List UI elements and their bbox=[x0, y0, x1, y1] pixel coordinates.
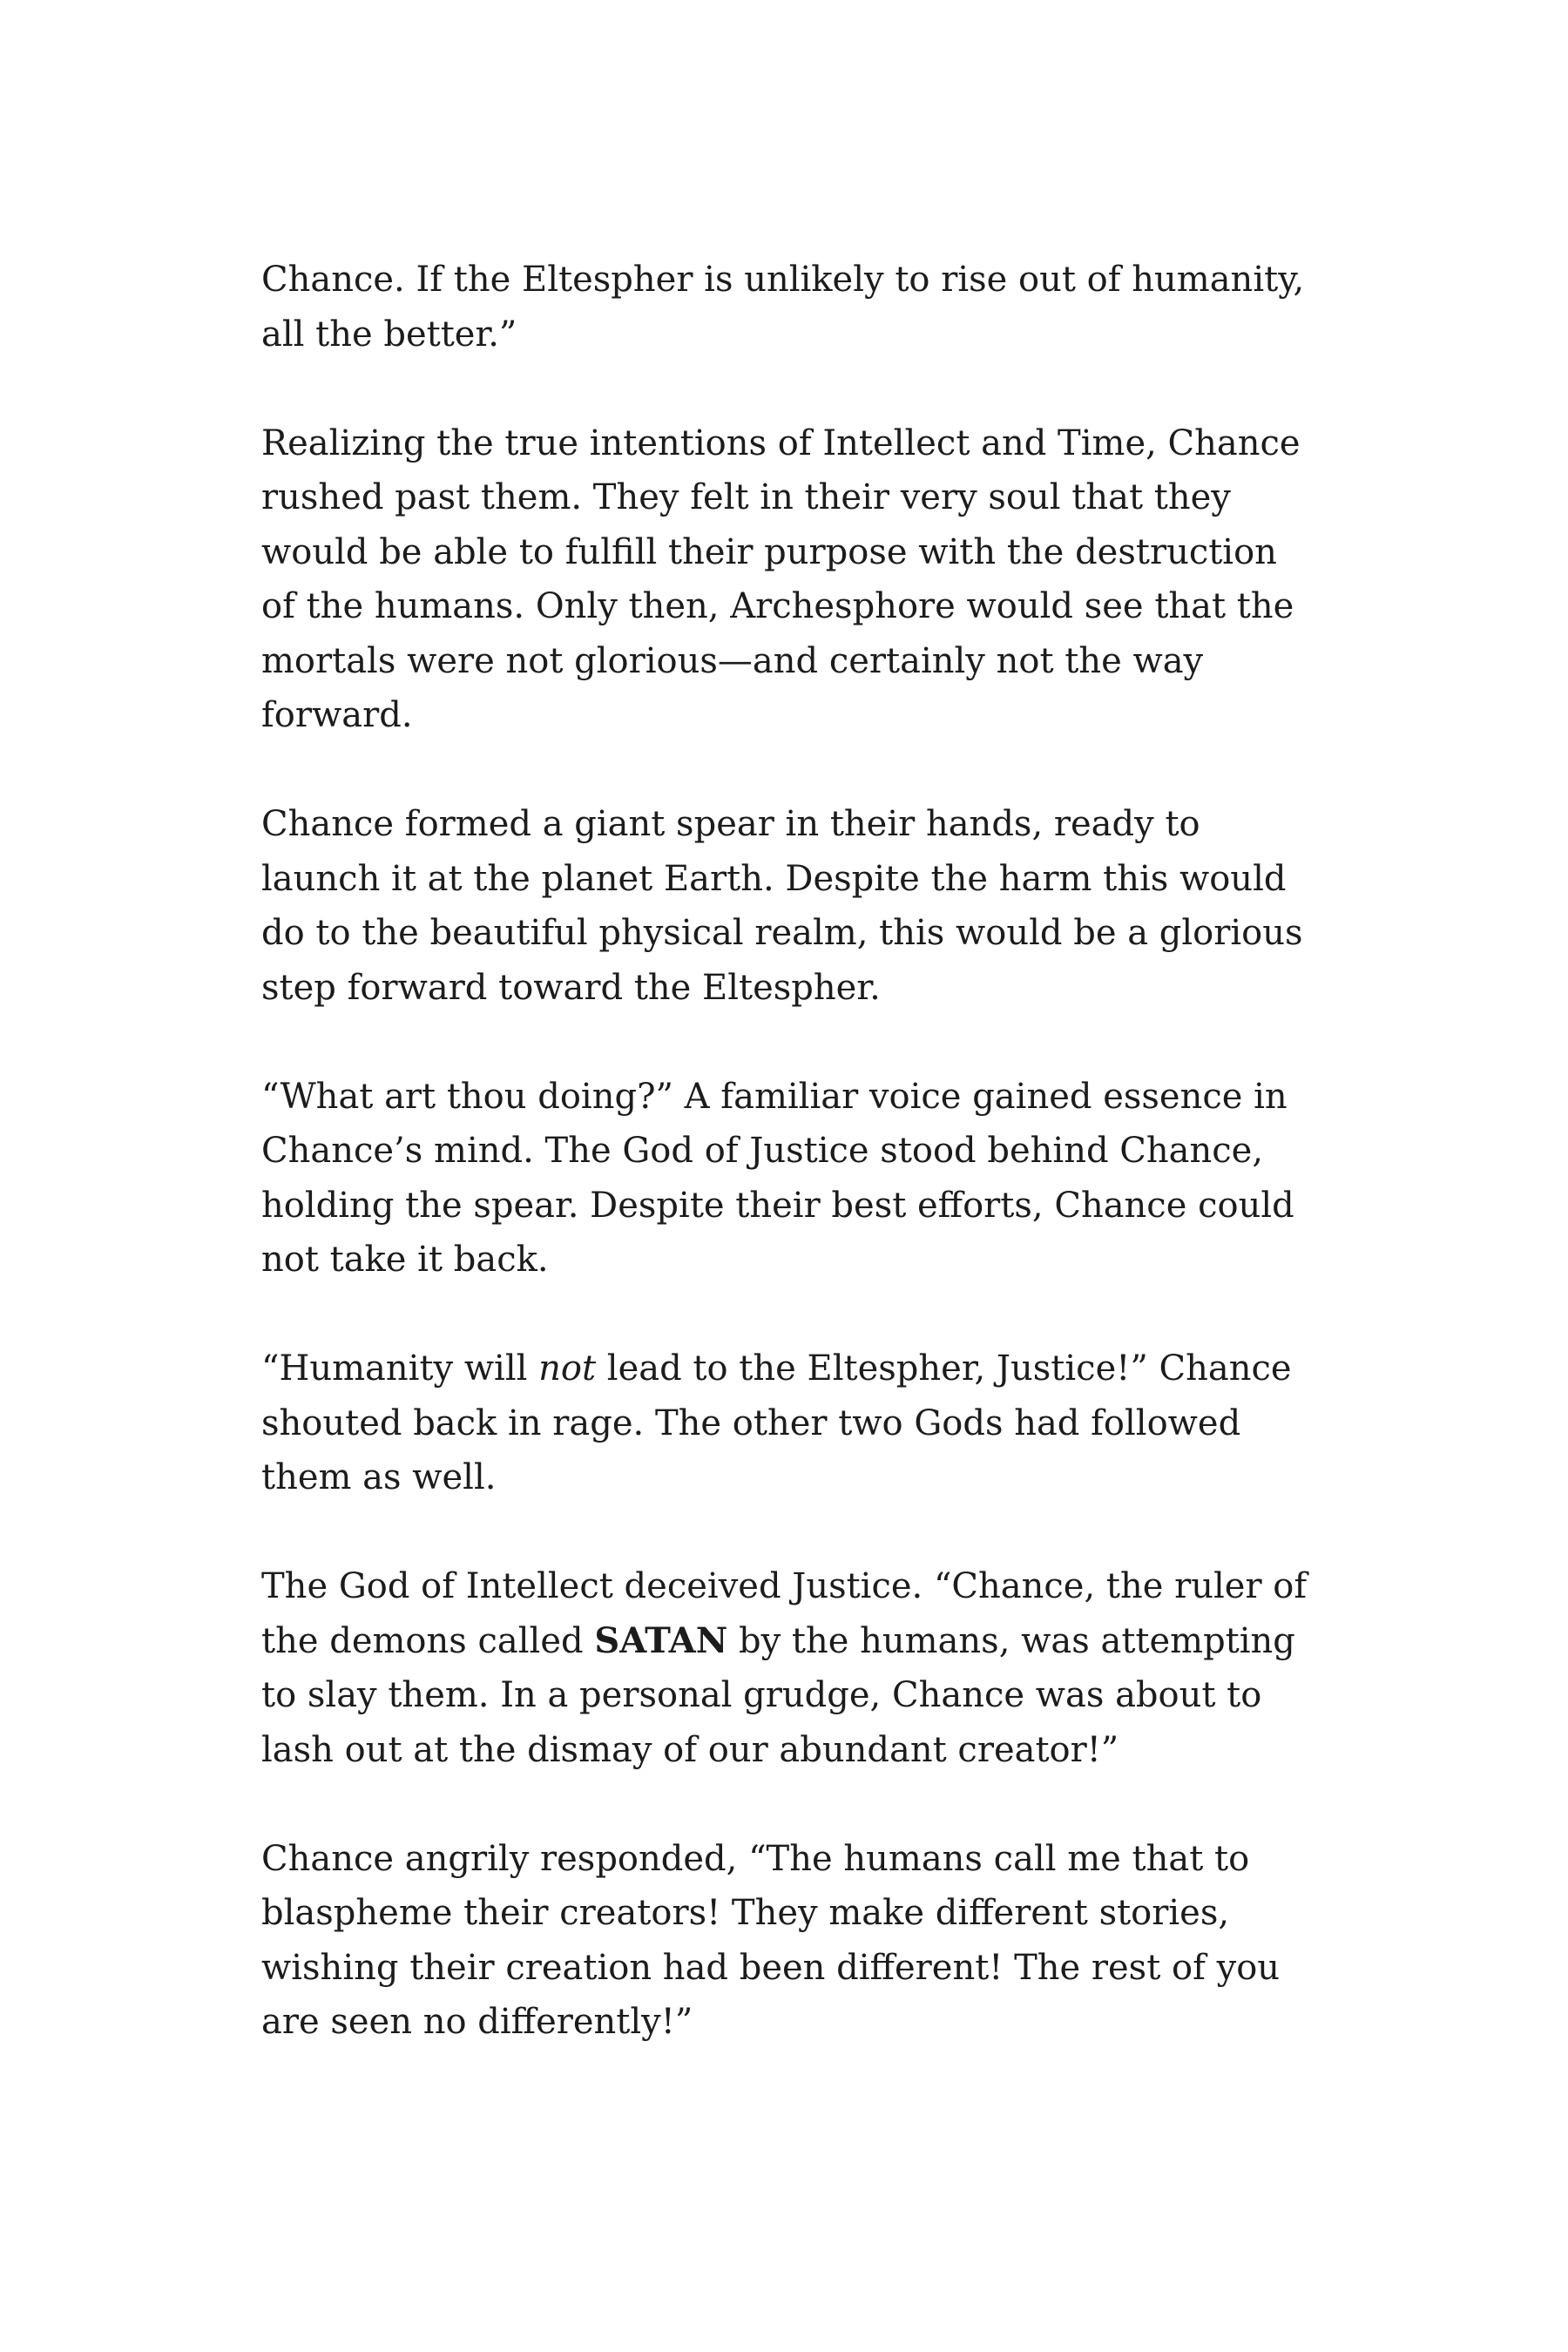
paragraph-6-start: The God of Intellect deceived Justice. “Chance, the ruler of the demons called bbox=[261, 1566, 1308, 1661]
paragraph-2: Realizing the true intentions of Intellect and Time, Chance rushed past them. They felt in their very soul that they would be able to fulfill their purpose with the destruction of the humans. Only then, Archesphore would see that the mortals were not glorious—and certainly not the way forward. bbox=[261, 422, 1301, 735]
paragraph-5-end: lead to the Eltespher, Justice!” Chance shouted back in rage. The other two Gods had followed them as well. bbox=[261, 1348, 1292, 1497]
paragraph-5 bbox=[261, 1342, 1324, 1505]
bold-satan: SATAN bbox=[594, 1619, 728, 1661]
paragraph-6-end: by the humans, was attempting to slay them. In a personal grudge, Chance was about to lash out at the dismay of our abundant creator!” bbox=[261, 1620, 1295, 1770]
paragraph-3: Chance formed a giant spear in their hands, ready to launch it at the planet Earth. Despite the harm this would do to the beautiful physical realm, this would be a glorious step forward toward the Eltespher. bbox=[261, 804, 1303, 1008]
paragraph-4: “What art thou doing?” A familiar voice gained essence in Chance’s mind. The God of Justice stood behind Chance, holding the spear. Despite their best efforts, Chance could not take it back. bbox=[261, 1076, 1294, 1280]
paragraph-1: Chance. If the Eltespher is unlikely to rise out of humanity, all the better.” bbox=[261, 260, 1305, 355]
emphasis-not: not bbox=[538, 1348, 597, 1389]
paragraph-7: Chance angrily responded, “The humans call me that to blaspheme their creators! They make different stories, wishing their creation had been different! The rest of you are seen no differently!” bbox=[261, 1838, 1281, 2042]
paragraph-5-start: “Humanity will bbox=[261, 1348, 539, 1389]
paragraph-6 bbox=[261, 1559, 1324, 1777]
page-body-text bbox=[261, 253, 1324, 2050]
